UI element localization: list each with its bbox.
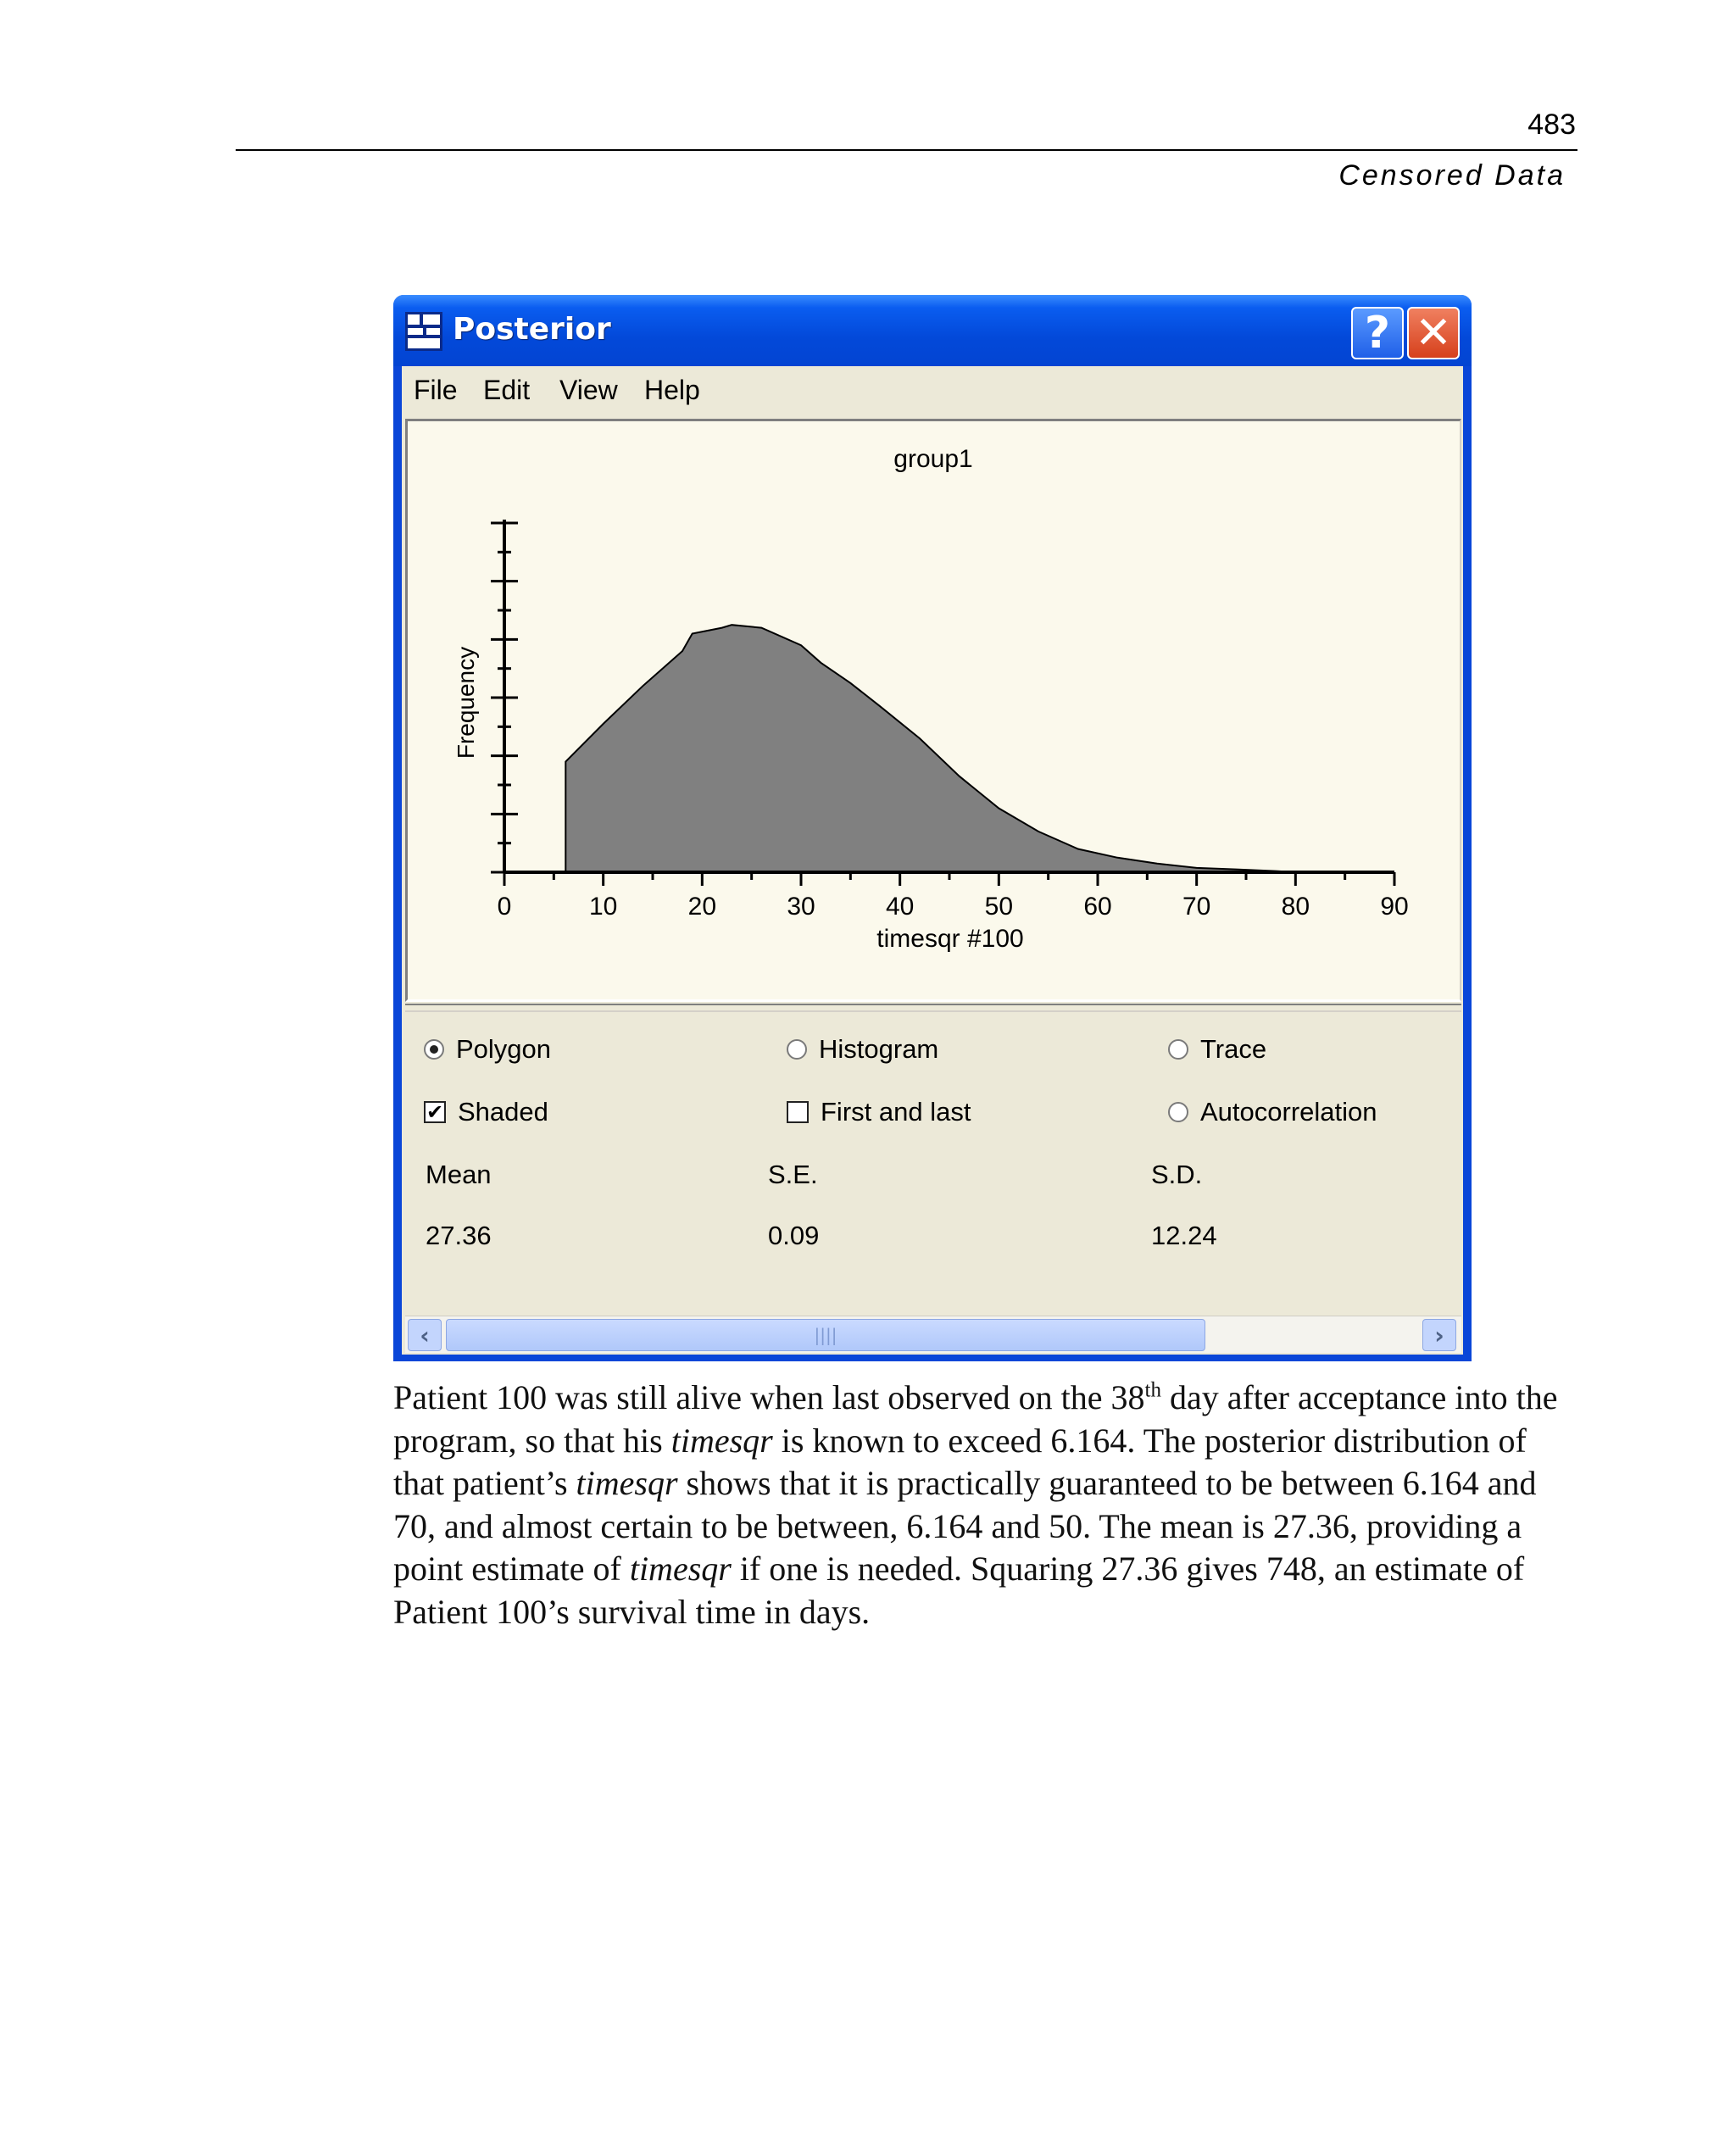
x-tick-label: 40 <box>885 893 915 921</box>
mean-label: Mean <box>426 1160 492 1189</box>
menu-bar <box>402 366 1463 417</box>
autocorrelation-label: Autocorrelation <box>1200 1097 1377 1127</box>
x-tick-label: 90 <box>1380 893 1409 921</box>
menu-help[interactable]: Help <box>644 375 700 405</box>
density-area <box>565 625 1295 872</box>
shaded-checkbox-icon[interactable]: ✔ <box>424 1101 446 1123</box>
scroll-grip-icon: |||| <box>814 1325 837 1345</box>
chart-title: group1 <box>893 445 973 473</box>
menu-file[interactable]: File <box>414 375 458 405</box>
x-tick-label: 80 <box>1281 893 1310 921</box>
autocorrelation-option[interactable] <box>1168 1097 1377 1127</box>
first-and-last-checkbox-icon[interactable] <box>787 1101 809 1123</box>
help-button[interactable]: ? <box>1351 307 1404 359</box>
y-axis-label: Frequency <box>453 646 479 759</box>
scroll-right-icon[interactable]: › <box>1422 1319 1456 1351</box>
trace-label: Trace <box>1200 1034 1267 1064</box>
se-label: S.E. <box>768 1160 818 1189</box>
scroll-thumb[interactable] <box>446 1319 1205 1351</box>
page-number: 483 <box>1527 108 1576 141</box>
trace-radio-icon[interactable] <box>1168 1039 1188 1060</box>
histogram-option[interactable] <box>787 1034 938 1065</box>
window-client <box>402 366 1463 1355</box>
horizontal-scrollbar[interactable] <box>405 1316 1461 1353</box>
trace-option[interactable] <box>1168 1034 1266 1065</box>
body-line-3: that patient’s timesqr shows that it is practically guaranteed to be between 6.164 and <box>393 1464 1537 1502</box>
plot-area <box>405 419 1461 1002</box>
body-line-5: point estimate of timesqr if one is needed. Squaring 27.36 gives 748, an estimate of <box>393 1550 1525 1588</box>
shaded-option[interactable] <box>424 1097 548 1127</box>
body-line-1: Patient 100 was still alive when last observed on the 38th day after acceptance into the <box>393 1378 1558 1416</box>
sd-value: 12.24 <box>1151 1221 1217 1250</box>
close-button[interactable]: ✕ <box>1407 307 1460 359</box>
first-and-last-label: First and last <box>821 1097 971 1127</box>
mean-value: 27.36 <box>426 1221 492 1250</box>
posterior-density-chart <box>408 421 1459 999</box>
x-tick-label: 30 <box>787 893 815 921</box>
body-paragraph <box>393 1377 1580 1633</box>
histogram-label: Histogram <box>819 1034 939 1064</box>
scroll-left-icon[interactable]: ‹ <box>408 1319 442 1351</box>
app-grid-icon <box>405 312 442 351</box>
posterior-window <box>393 295 1472 1361</box>
pane-splitter[interactable] <box>405 1004 1461 1012</box>
x-tick-label: 10 <box>588 893 618 921</box>
x-tick-label: 70 <box>1182 893 1211 921</box>
shaded-label: Shaded <box>458 1097 548 1127</box>
histogram-radio-icon[interactable] <box>787 1039 807 1060</box>
menu-view[interactable]: View <box>559 375 618 405</box>
polygon-label: Polygon <box>456 1034 552 1064</box>
x-tick-label: 20 <box>687 893 717 921</box>
autocorrelation-radio-icon[interactable] <box>1168 1102 1188 1122</box>
x-tick-label: 0 <box>497 893 512 921</box>
first-and-last-option[interactable] <box>787 1097 971 1127</box>
se-value: 0.09 <box>768 1221 820 1250</box>
x-axis-label: timesqr #100 <box>876 925 1024 953</box>
body-line-6: Patient 100’s survival time in days. <box>393 1592 871 1631</box>
sd-label: S.D. <box>1151 1160 1203 1189</box>
window-title: Posterior <box>453 312 611 347</box>
header-rule <box>236 149 1577 151</box>
polygon-option[interactable] <box>424 1034 551 1065</box>
body-line-4: 70, and almost certain to be between, 6.164 and 50. The mean is 27.36, providing a <box>393 1506 1522 1545</box>
x-tick-label: 60 <box>1083 893 1112 921</box>
running-head: Censored Data <box>1338 159 1566 192</box>
body-line-2: program, so that his timesqr is known to exceed 6.164. The posterior distribution of <box>393 1421 1527 1460</box>
polygon-radio-icon[interactable] <box>424 1039 444 1060</box>
x-tick-label: 50 <box>984 893 1014 921</box>
menu-edit[interactable]: Edit <box>483 375 531 405</box>
title-bar[interactable] <box>393 295 1472 366</box>
